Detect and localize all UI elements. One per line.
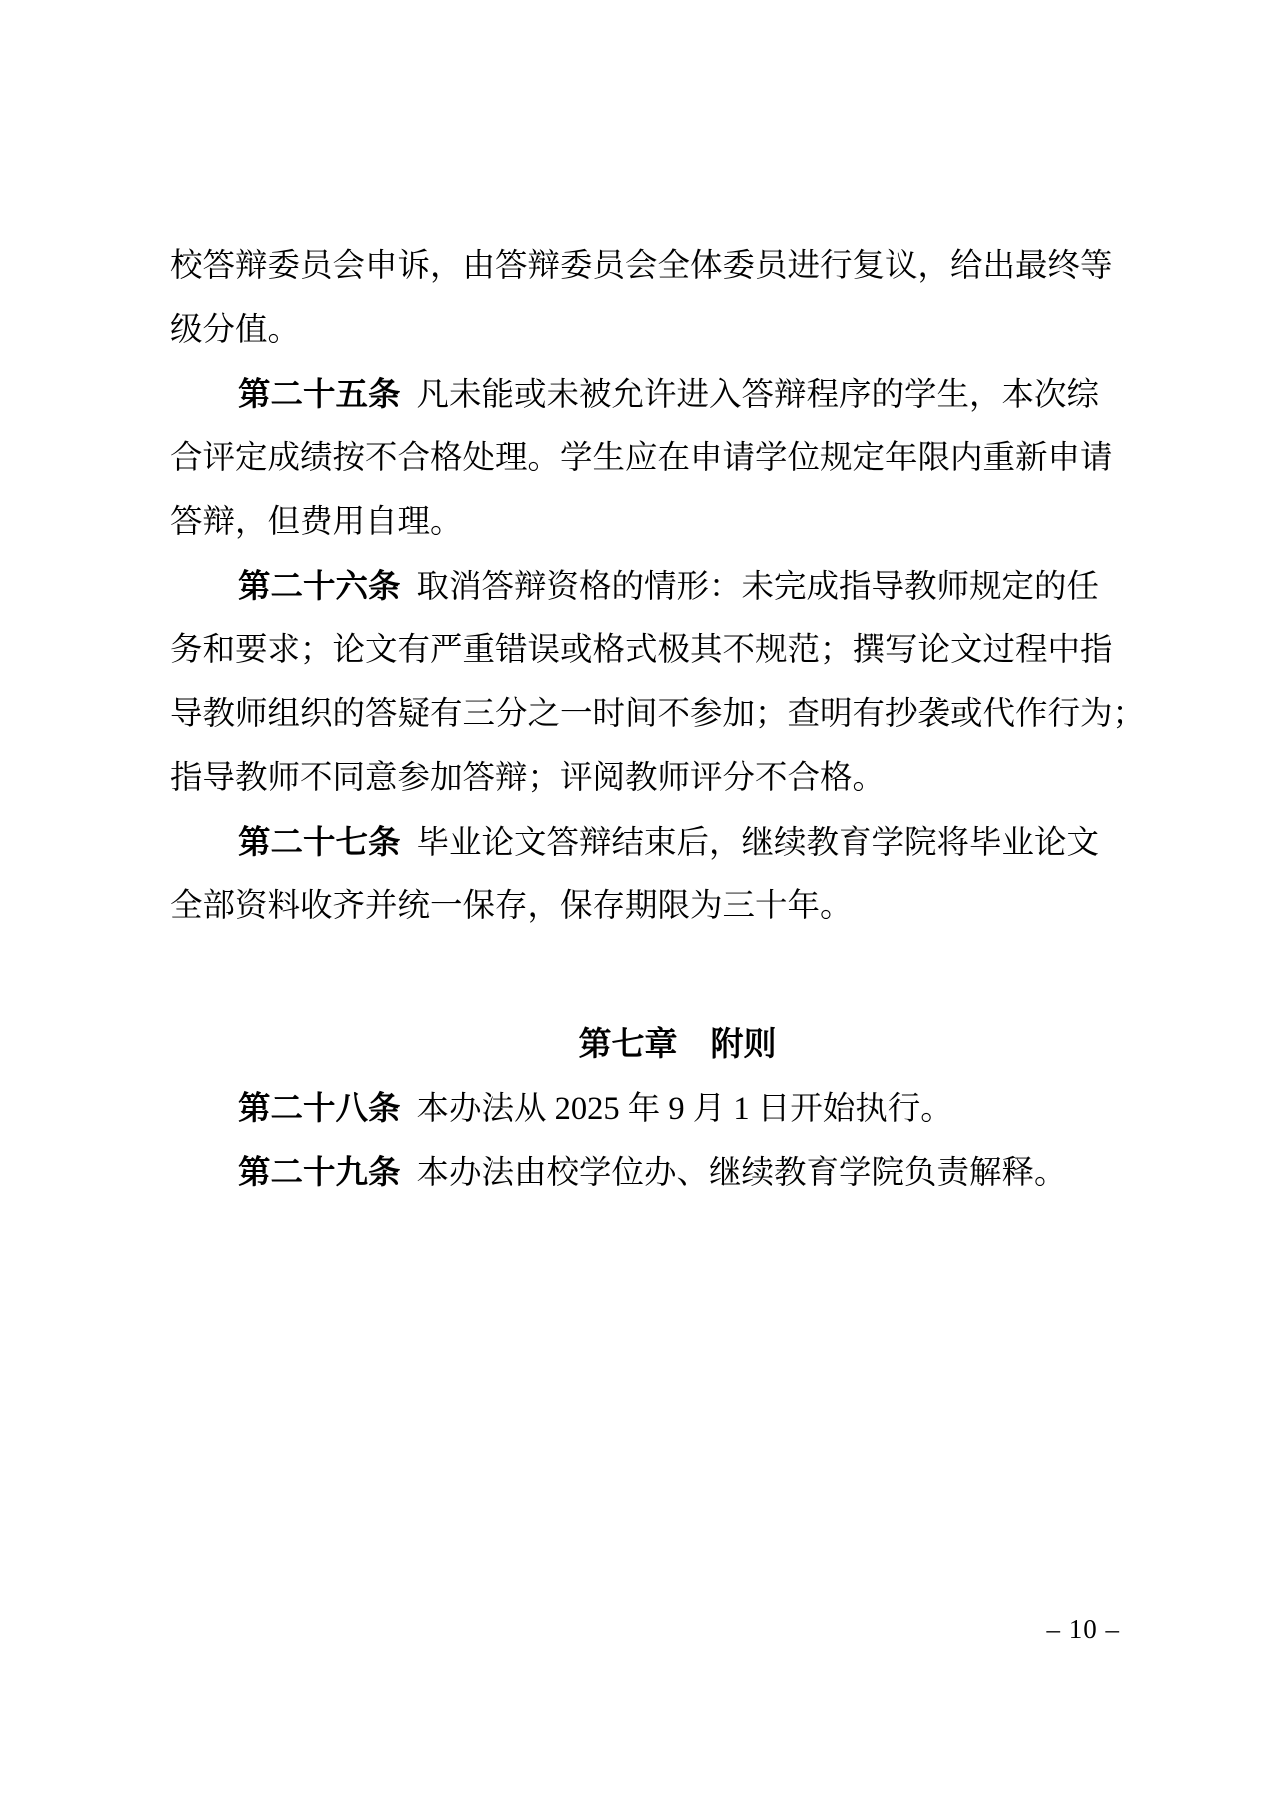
line-text: 校答辩委员会申诉，由答辩委员会全体委员进行复议，给出最终等 [170, 248, 1113, 284]
article-number: 第二十七条 [238, 824, 401, 860]
line-text: 本办法从 2025 年 9 月 1 日开始执行。 [416, 1091, 953, 1127]
text-line [170, 298, 1113, 362]
text-line [170, 618, 1113, 682]
text-line [170, 1140, 1113, 1204]
line-text: 取消答辩资格的情形：未完成指导教师规定的任 [416, 569, 1100, 605]
text-line [170, 234, 1113, 298]
text-line [170, 810, 1113, 874]
line-text: 务和要求；论文有严重错误或格式极其不规范；撰写论文过程中指 [170, 632, 1113, 668]
text-line [170, 682, 1146, 746]
line-text: 合评定成绩按不合格处理。学生应在申请学位规定年限内重新申请 [170, 440, 1113, 476]
line-text: 本办法由校学位办、继续教育学院负责解释。 [416, 1155, 1067, 1191]
line-text: 导教师组织的答疑有三分之一时间不参加；查明有抄袭或代作行为； [170, 696, 1146, 732]
text-line [170, 362, 1113, 426]
chapter-heading: 第七章 附则 [578, 1025, 777, 1062]
article-number: 第二十六条 [238, 568, 401, 604]
text-line [170, 746, 1113, 810]
text-line [170, 426, 1113, 490]
line-text: 毕业论文答辩结束后，继续教育学院将毕业论文 [416, 825, 1100, 861]
article-number: 第二十五条 [238, 376, 401, 412]
text-line [170, 490, 1113, 554]
article-number: 第二十九条 [238, 1154, 401, 1190]
line-text: 级分值。 [170, 312, 301, 348]
text-line [170, 1076, 1113, 1140]
text-line [170, 554, 1113, 618]
blank-line [170, 938, 1113, 1012]
text-block [170, 234, 1146, 1204]
text-line [170, 874, 1113, 938]
line-text: 全部资料收齐并统一保存，保存期限为三十年。 [170, 888, 853, 924]
line-text: 答辩，但费用自理。 [170, 504, 463, 540]
line-text: 指导教师不同意参加答辩；评阅教师评分不合格。 [170, 760, 886, 796]
article-number: 第二十八条 [238, 1090, 401, 1126]
page-number: – 10 – [1046, 1614, 1120, 1644]
line-text: 凡未能或未被允许进入答辩程序的学生，本次综 [416, 377, 1100, 413]
